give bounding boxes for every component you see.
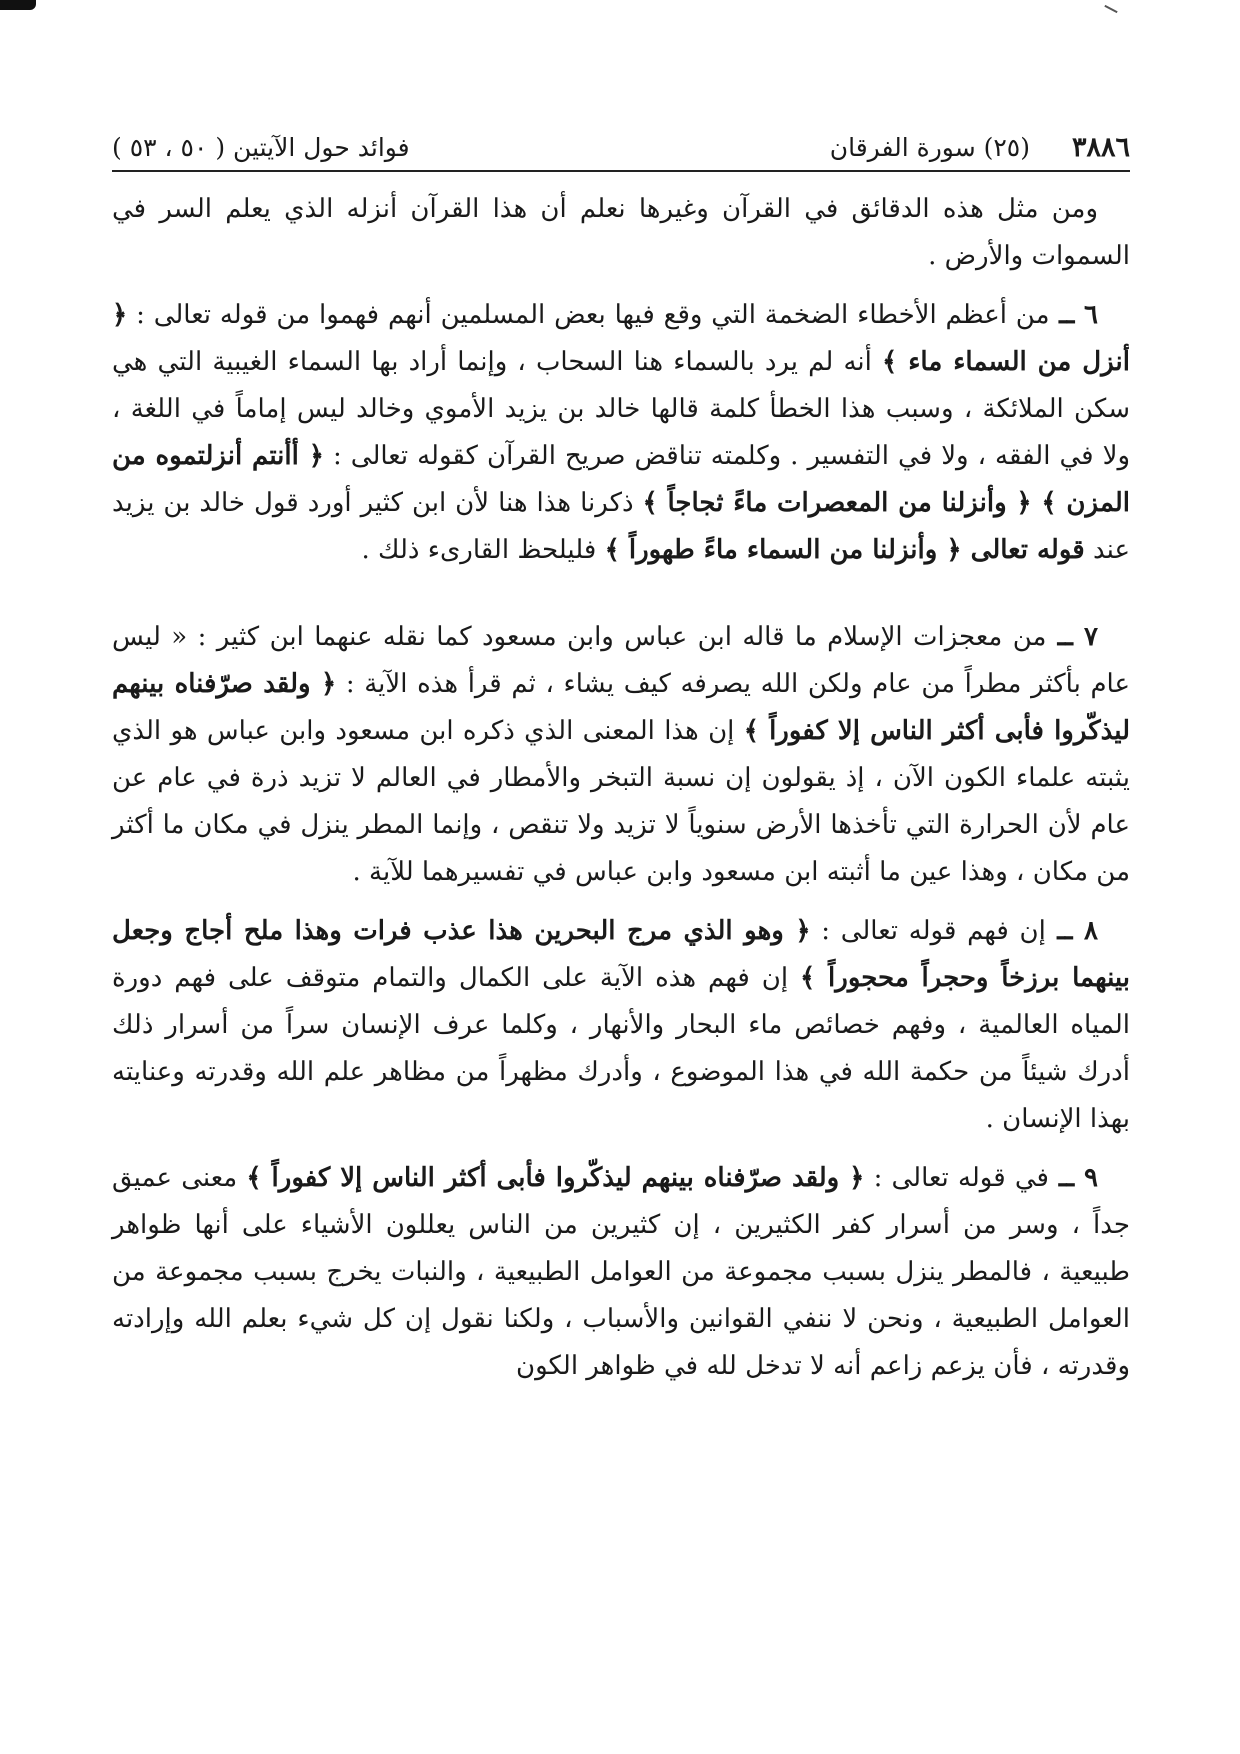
paragraph (112, 908, 1130, 1143)
body-text: إن هذا المعنى الذي ذكره ابن مسعود وابن عباس هو الذي يثبته علماء الكون الآن ، إذ يقولون إن نسبة التبخر والأمطار في العالم لا تزيد ذرة في عام عن عام لأن الحرارة التي تأخذها الأرض سنوياً لا تزيد ولا تنقص ، وإنما المطر ينزل في مكان ما أكثر من مكان ، وهذا عين ما أثبته ابن مسعود وابن عباس في تفسيرهما للآية . (112, 716, 1130, 887)
body-text: إن فهم قوله تعالى : (810, 916, 1046, 946)
body-text: معنى عميق جداً ، وسر من أسرار كفر الكثيرين ، إن كثيرين من الناس يعللون الأشياء على أنها ظواهر طبيعية ، فالمطر ينزل بسبب مجموعة من العوامل الطبيعية ، والنبات يخرج بسبب مجموعة من العوامل الطبيعية ، ونحن لا ننفي القوانين والأسباب ، ولكنا نقول إن كل شيء بعلم الله وإرادته وقدرته ، فأن يزعم زاعم أنه لا تدخل لله في ظواهر الكون (112, 1163, 1130, 1381)
paragraph-number: ٧ ــ (1046, 622, 1099, 652)
surah-title: (٢٥) سورة الفرقان (829, 133, 1030, 162)
quran-verse: ﴿ أنزل من السماء ماء ﴾ (112, 300, 1130, 377)
body-text: ذكرنا هذا هنا لأن ابن كثير أورد قول خالد بن يزيد عند (112, 488, 1130, 565)
page-body (112, 172, 1130, 1390)
quran-verse: قوله تعالى ﴿ وأنزلنا من السماء ماءً طهوراً ﴾ (604, 535, 1085, 565)
quran-verse: ﴿ ولقد صرّفناه بينهم ليذكّروا فأبى أكثر الناس إلا كفوراً ﴾ (246, 1163, 865, 1193)
paragraph-number: ٩ ــ (1048, 1163, 1099, 1193)
running-header (112, 130, 1130, 172)
book-page (112, 130, 1130, 1710)
quran-verse: ﴿ ولقد صرّفناه بينهم ليذكّروا فأبى أكثر الناس إلا كفوراً ﴾ (112, 669, 1131, 746)
body-text: في قوله تعالى : (864, 1163, 1049, 1193)
paragraph (112, 292, 1130, 574)
body-text: أنه لم يرد بالسماء هنا السحاب ، وإنما أراد بها السماء الغيبية التي هي سكن الملائكة ، وسبب هذا الخطأ كلمة قالها خالد بن يزيد الأموي وخالد ليس إماماً في اللغة ، ولا في الفقه ، ولا في التفسير . وكلمته تناقض صريح القرآن كقوله تعالى : (112, 347, 1130, 471)
paragraph (112, 186, 1130, 280)
body-text: من أعظم الأخطاء الضخمة التي وقع فيها بعض المسلمين أنهم فهموا من قوله تعالى : (127, 300, 1050, 330)
quran-verse: ﴿ وهو الذي مرج البحرين هذا عذب فرات وهذا ملح أجاج وجعل بينهما برزخاً وحجراً محجوراً ﴾ (112, 916, 1130, 993)
body-text: إن فهم هذه الآية على الكمال والتمام متوقف على فهم دورة المياه العالمية ، وفهم خصائص ماء البحار والأنهار ، وكلما عرف الإنسان سراً من أسرار ذلك أدرك شيئاً من حكمة الله في هذا الموضوع ، وأدرك مظهراً من مظاهر علم الله وقدرته وعنايته بهذا الإنسان . (112, 963, 1130, 1134)
paragraph-number: ٦ ــ (1049, 300, 1099, 330)
paragraph-number: ٨ ــ (1045, 916, 1098, 946)
section-topic: فوائد حول الآيتين ( ٥٠ ، ٥٣ ) (112, 133, 410, 162)
scan-corner-tick (1104, 5, 1117, 13)
page-number: ٣٨٨٦ (1071, 132, 1130, 163)
body-text: فليلحظ القارىء ذلك . (361, 535, 605, 565)
quran-verse: ﴿ أأنتم أنزلتموه من المزن ﴾ ﴿ وأنزلنا من المعصرات ماءً ثجاجاً ﴾ (112, 441, 1130, 518)
paragraph (112, 614, 1130, 896)
body-text: ومن مثل هذه الدقائق في القرآن وغيرها نعلم أن هذا القرآن أنزله الذي يعلم السر في السموات والأرض . (112, 194, 1130, 271)
paragraph (112, 1155, 1130, 1390)
scan-corner-mark (0, 0, 36, 10)
body-text: من معجزات الإسلام ما قاله ابن عباس وابن مسعود كما نقله عنهما ابن كثير : « ليس عام بأكثر مطراً من عام ولكن الله يصرفه كيف يشاء ، ثم قرأ هذه الآية : (112, 622, 1130, 699)
